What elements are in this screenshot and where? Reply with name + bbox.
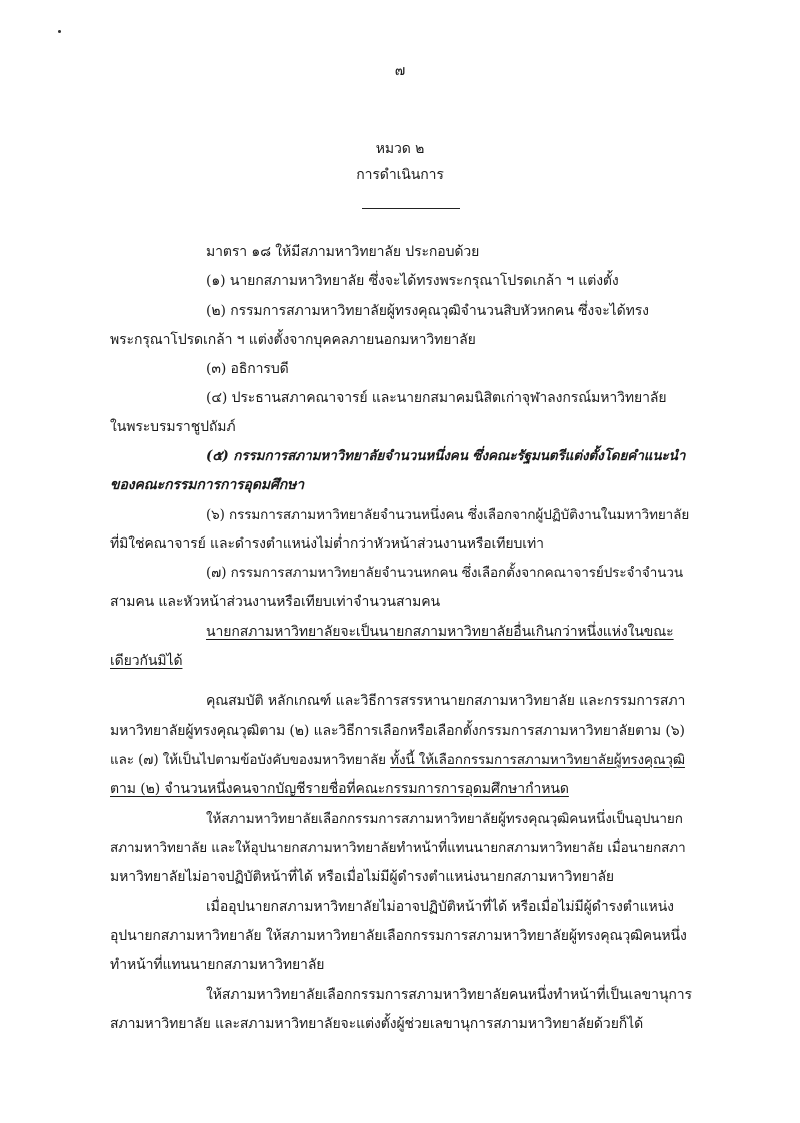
- item-4-cont: ในพระบรมราชูปถัมภ์: [110, 419, 236, 435]
- secretary-paragraph-cont: สภามหาวิทยาลัย และสภามหาวิทยาลัยจะแต่งตั้งผู้ช่วยเลขานุการสภามหาวิทยาลัยด้วยก็ได้: [110, 1016, 644, 1032]
- substitute-paragraph-cont2: ทำหน้าที่แทนนายกสภามหาวิทยาลัย: [110, 957, 325, 973]
- section-divider: [362, 208, 460, 209]
- item-2: (๒) กรรมการสภามหาวิทยาลัยผู้ทรงคุณวุฒิจำนวนสิบหัวหกคน ซึ่งจะได้ทรง: [206, 303, 649, 319]
- item-2-cont: พระกรุณาโปรดเกล้า ฯ แต่งตั้งจากบุคคลภายนอกมหาวิทยาลัย: [110, 332, 476, 348]
- rule-paragraph: นายกสภามหาวิทยาลัยจะเป็นนายกสภามหาวิทยาลัยอื่นเกินกว่าหนึ่งแห่งในขณะ: [206, 624, 674, 640]
- chapter-subtitle: การดำเนินการ: [356, 167, 444, 183]
- qualification-paragraph-cont2: [110, 751, 685, 769]
- qualification-paragraph: คุณสมบัติ หลักเกณฑ์ และวิธีการสรรหานายกสภามหาวิทยาลัย และกรรมการสภา: [206, 693, 686, 709]
- item-1: (๑) นายกสภามหาวิทยาลัย ซึ่งจะได้ทรงพระกรุณาโปรดเกล้า ฯ แต่งตั้ง: [206, 273, 619, 289]
- qualification-paragraph-cont1: มหาวิทยาลัยผู้ทรงคุณวุฒิตาม (๒) และวิธีการเลือกหรือเลือกตั้งกรรมการสภามหาวิทยาลัยตาม (๖): [110, 723, 685, 739]
- item-6-cont: ที่มิใช่คณาจารย์ และดำรงตำแหน่งไม่ต่ำกว่าหัวหน้าส่วนงานหรือเทียบเท่า: [110, 536, 544, 552]
- substitute-paragraph-cont1: อุปนายกสภามหาวิทยาลัย ให้สภามหาวิทยาลัยเลือกกรรมการสภามหาวิทยาลัยผู้ทรงคุณวุฒิคนหนึ่ง: [110, 928, 687, 944]
- item-3: (๓) อธิการบดี: [206, 361, 289, 377]
- page-number: ๗: [394, 63, 406, 79]
- scan-speck: [58, 30, 61, 33]
- substitute-paragraph: เมื่ออุปนายกสภามหาวิทยาลัยไม่อาจปฏิบัติหน้าที่ได้ หรือเมื่อไม่มีผู้ดำรงตำแหน่ง: [206, 899, 674, 915]
- item-7: (๗) กรรมการสภามหาวิทยาลัยจำนวนหกคน ซึ่งเลือกตั้งจากคณาจารย์ประจำจำนวน: [206, 565, 683, 581]
- item-4: (๔) ประธานสภาคณาจารย์ และนายกสมาคมนิสิตเก่าจุฬาลงกรณ์มหาวิทยาลัย: [206, 390, 667, 406]
- vice-chair-paragraph-cont1: สภามหาวิทยาลัย และให้อุปนายกสภามหาวิทยาลัยทำหน้าที่แทนนายกสภามหาวิทยาลัย เมื่อนายกสภา: [110, 840, 686, 856]
- qualification-amendment-cont: ตาม (๒) จำนวนหนึ่งคนจากบัญชีรายชื่อที่คณะกรรมการการอุดมศึกษากำหนด: [110, 781, 569, 797]
- item-5-amended-cont: ของคณะกรรมการการอุดมศึกษา: [110, 477, 305, 493]
- rule-paragraph-cont: เดียวกันมิได้: [110, 653, 183, 669]
- secretary-paragraph: ให้สภามหาวิทยาลัยเลือกกรรมการสภามหาวิทยาลัยคนหนึ่งทำหน้าที่เป็นเลขานุการ: [206, 987, 692, 1003]
- item-6: (๖) กรรมการสภามหาวิทยาลัยจำนวนหนึ่งคน ซึ่งเลือกจากผู้ปฏิบัติงานในมหาวิทยาลัย: [206, 507, 690, 523]
- section-18-intro: มาตรา ๑๘ ให้มีสภามหาวิทยาลัย ประกอบด้วย: [206, 244, 480, 260]
- vice-chair-paragraph: ให้สภามหาวิทยาลัยเลือกกรรมการสภามหาวิทยาลัยผู้ทรงคุณวุฒิคนหนึ่งเป็นอุปนายก: [206, 811, 683, 827]
- item-7-cont: สามคน และหัวหน้าส่วนงานหรือเทียบเท่าจำนวนสามคน: [110, 594, 441, 610]
- qualification-text: และ (๗) ให้เป็นไปตามข้อบังคับของมหาวิทยาลัย: [110, 752, 391, 768]
- vice-chair-paragraph-cont2: มหาวิทยาลัยไม่อาจปฏิบัติหน้าที่ได้ หรือเมื่อไม่มีผู้ดำรงตำแหน่งนายกสภามหาวิทยาลัย: [110, 869, 615, 885]
- qualification-amendment: ทั้งนี้ ให้เลือกกรรมการสภามหาวิทยาลัยผู้ทรงคุณวุฒิ: [390, 752, 685, 768]
- chapter-title: หมวด ๒: [375, 141, 425, 157]
- item-5-amended: (๕) กรรมการสภามหาวิทยาลัยจำนวนหนึ่งคน ซึ่งคณะรัฐมนตรีแต่งตั้งโดยคำแนะนำ: [206, 448, 686, 464]
